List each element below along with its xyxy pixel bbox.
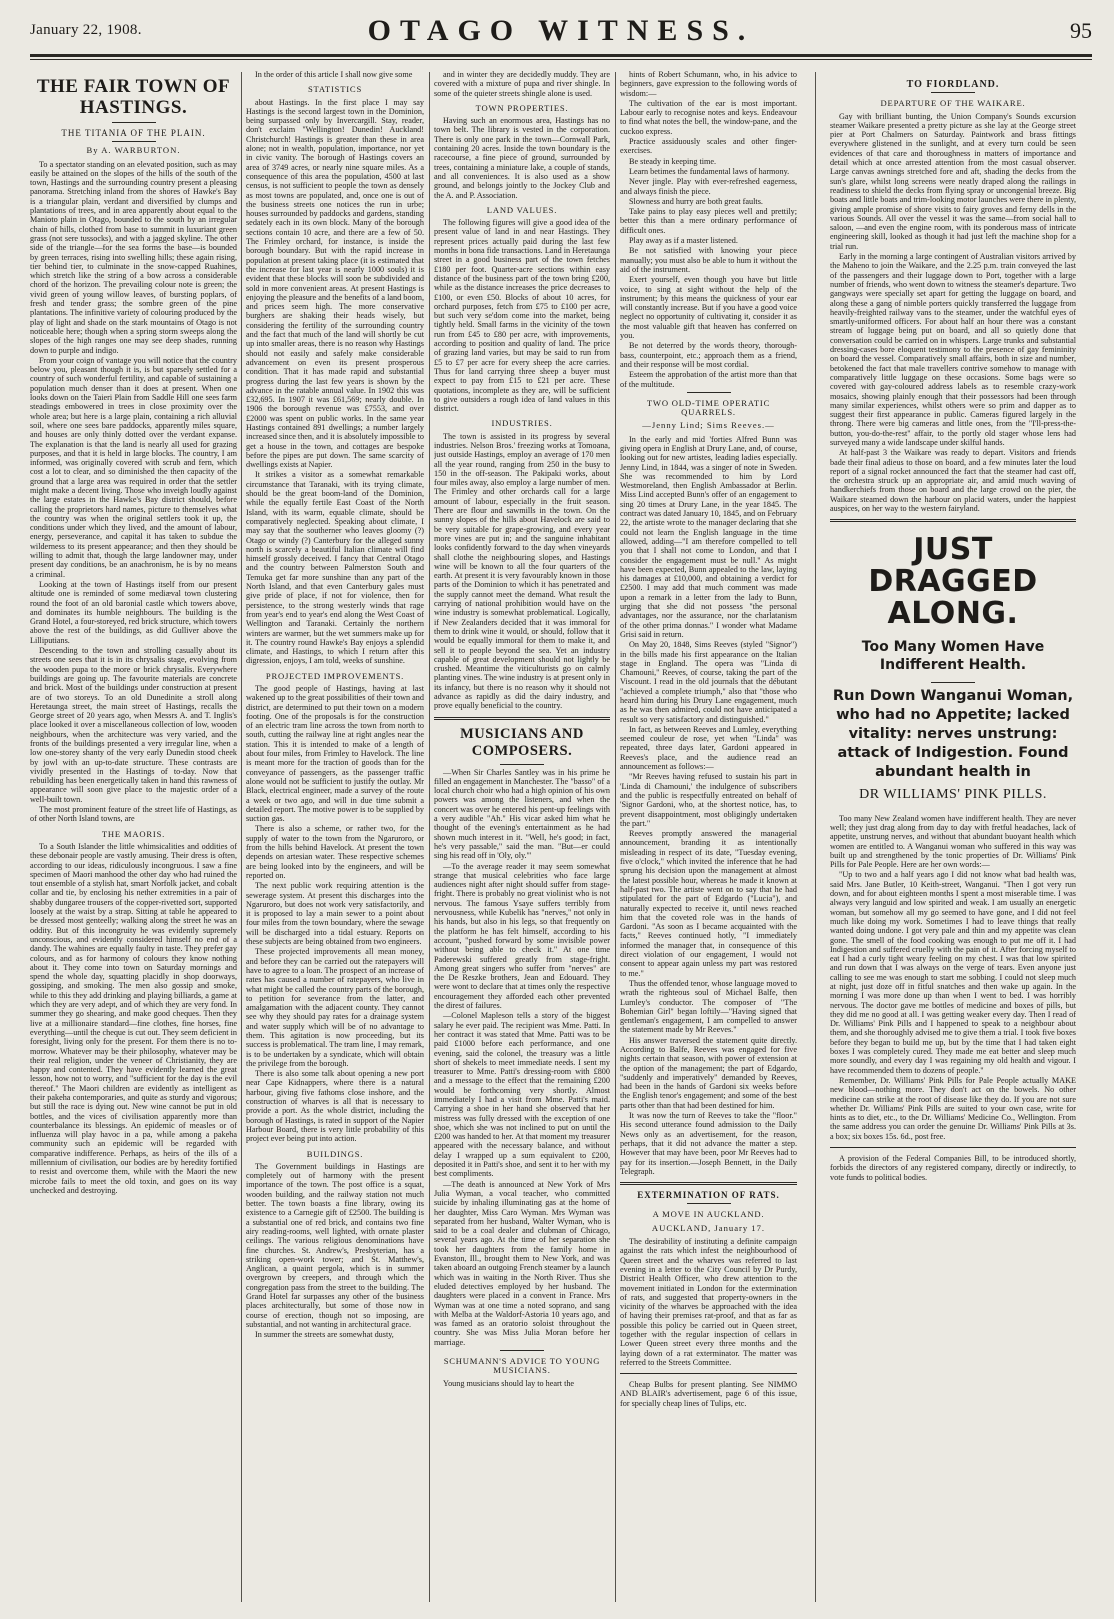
rule — [830, 1147, 1076, 1148]
paragraph: The following figures will give a good idea of the present value of land in and near Hastings. They represent prices actually paid during the last few months in bona fide transactions. Land in Heretaunga street in a good business part of the town fetches £180 per foot. Quarter-acre sections within easy distance of the business part of the town bring £200, while as the distance increases the price decreases to £100, or even £50. Blocks of about 10 acres, for orchard purposes, fetch from £75 to £100 per acre, but such very se'dom come into the market, being tightly held. Small farms in the vicinity of the town run from £45 to £80 per acre, with improvements, according to position and quality of land. The price of grazing land varies, but may be said to run from £5 to £7 per acre for every sheep the acre carries. Thus for land carrying three sheep a buyer must expect to pay from £15 to £21 per acre. These quotations, incomplete as they are, will be sufficient to give outsiders a rough idea of land values in this district. — [434, 218, 610, 414]
section-subheading: DEPARTURE OF THE WAIKARE. — [880, 98, 1026, 109]
paragraph: Looking at the town of Hastings itself from our present altitude one is reminded of some mediæval town clustering round the foot of an old baronial castle which towers above, and dominates its humble neighbours. The building is the Grand Hotel, a four-storeyed, red brick structure, which towers above the rest of the buildings, as did Gulliver above the Lilliputians. — [30, 579, 237, 645]
paragraph: "Up to two and a half years ago I did not know what bad health was, said Mrs. Jane Butler, 10 Keith-street, Wanganui. "Then I got very run down, and for about eighteen months I spent a most miserable time. I was always very languid and low spirited and weak. I am usually an energetic woman, but somehow all my go seemed to have gone, and I did not feel much like doing my work. Sometimes I had to leave things that really wanted doing undone. I got very pale and thin and my appetite was clean gone. The smell of the food cooking was enough to put me off it. I had Indigestion and suffered cruelly with the pain of it. After forcing myself to eat I had a curly tight weary feeling on my chest. I was that low spirited and run down that I was always on the verge of tears. Even anyone just calling to see me was enough to start me sobbing. I could not sleep much at night, just doze off in fitful snatches and then wake up again. In the morning I was more done up than when I went to bed. I was horribly nervous. The doctor gave me bottles of medicine and boxes of pills, but they did me no good at all. I was getting weaker every day. Then I read of Dr. Williams' Pink Pills and I happened to speak to a neighbour about them, and she thoroughly advised me to give them a trial. I took five boxes before they began to build me up, but by the time that I had taken eight boxes I was completely cured. They made me eat better and sleep much more soundly, and every day I was regaining my old health and vigour. I have recommended them to dozens of people." — [830, 870, 1076, 1075]
rule — [112, 141, 156, 142]
section-heading: TOWN PROPERTIES. — [475, 102, 569, 113]
paragraph: On May 20, 1848, Sims Reeves (styled "Signor") in the bills made his first appearance on the Italian stage in England. The opera was "Linda di Chamouni," Reeves, of course, taking the part of the Viscount. I read in the old journals that the débutant "achieved a complete triumph," also that "those who heard him during his Drury Lane engagement, much as he was then admired, could not have anticipated a result so very satisfactory and distinguished." — [620, 640, 797, 724]
article-separator — [830, 519, 1076, 522]
column-divider — [241, 72, 242, 1602]
advertisement-deck: Run Down Wanganui Woman, who had no Appetite; lacked vitality: nerves unstrung: attack of Indigestion. Found abundant health in — [832, 688, 1074, 781]
article-subheadline: THE TITANIA OF THE PLAIN. — [61, 128, 206, 138]
paragraph: —Colonel Mapleson tells a story of the biggest salary he ever paid. The recipient was Mme. Patti. In her contract it was stated that Mme. Patti was to be paid £1000 before each performance, and one evening, said the colonel, the treasury was a little short of shekels to meet immediate needs. I sent my treasurer to Mme. Patti's dressing-room with £800 and a message to the effect that the remaining £200 would be forthcoming very shortly. Almost immediately I had a visit from Mme. Patti's maid. Carrying a shoe in her hand she observed that her mistress was fully dressed with the exception of one shoe, which she was not inclined to put on until the £200 was handed to her. At that moment my treasurer appeared with the necessary balance, and without delay I wrapped up a sum equivalent to £200, deposited it in Patti's shoe, and sent it to her with my best compliments. — [434, 1011, 610, 1179]
column-1 — [30, 70, 237, 1605]
paragraph: Thus the offended tenor, whose language moved to wrath the righteous soul of Michael Balfe, then Lumley's conductor. The composer of "The Bohemian Girl" began loftily—"Having signed that gentleman's engagement, I am compelled to answer the statement made by Mr Reeves." — [620, 978, 797, 1035]
column-5 — [830, 70, 1076, 1605]
paragraph: and in winter they are decidedly muddy. They are covered with a mixture of pupa and river shingle. In some of the quieter streets shingle alone is used. — [434, 70, 610, 98]
column-2 — [246, 70, 424, 1605]
paragraph: In summer the streets are somewhat dusty, — [255, 1330, 394, 1340]
paragraph: There is also some talk about opening a new port near Cape Kidnappers, where there is a natural harbour, giving five fathoms close inshore, and the construction of wharves is all that is necessary to provide a port. As the whole district, including the borough of Hastings, is rated in support of the Napier Harbour Board, there is very little probability of this project ever being put into action. — [246, 1069, 424, 1144]
masthead — [30, 8, 1092, 70]
headline-line-1: THE FAIR TOWN OF — [36, 76, 231, 97]
article-separator — [620, 1182, 797, 1185]
paragraph: Never jingle. Play with ever-refreshed eagerness, and always finish the piece. — [620, 177, 797, 196]
paragraph: In the early and mid 'forties Alfred Bunn was giving opera in English at Drury Lane, and, of course, looking out for new artistes, leading ladies especially. Jenny Lind, in 1844, was a singer of note in Sweden. She was recommended to him by Lord Westmoreland, then English Ambassador at Berlin. Miss Lind accepted Bunn's offer of an engagement to sing 20 times at Drury Lane, in the year 1845. The contract was dated January 10, 1845, and on February 22, the artiste wrote to the manager declaring that she could not learn the English language in the time allowed, adding—"I am therefore compelled to tell you that I shall not come to London, and that I consider the engagement must be null." As might have been expected, Bunn appealed to the law, laying his damages at £10,000, and obtaining a verdict for £2500. I may add that much comment was made upon a remark in a letter from the lady to Bunn, urging that she did not possess "the personal advantages, nor the assurance, nor the charlatanism of the other prima donnas." I wonder what Madame Grisi said in return. — [620, 434, 797, 639]
paragraph: Too many New Zealand women have indifferent health. They are never well; they just drag along from day to day with fretful headaches, lack of appetite, unstrung nerves, and without that abundant buoyant health which women are entitled to. A Wanganui woman who suffered in this way was built up and strengthened by the tonic properties of Dr. Williams' Pink Pills for Pale People. Here are her own words:— — [830, 813, 1076, 870]
section-heading: INDUSTRIES. — [491, 418, 553, 429]
column-divider — [815, 72, 816, 1602]
paragraph: —The death is announced at New York of Mrs Julia Wyman, a vocal teacher, who committed suicide by inhaling illuminating gas at the home of her daughter, Miss Caro Wyman. Mrs Wyman was separated from her husband, Walter Wyman, who is said to be a coal dealer and clubman of Chicago, several years ago. At the time of her separation she took her daughters from the family home in Evanston, Ill., brought them to New York, and was taken aboard an outgoing French steamer by a launch which was in waiting in the North River. Thus she eluded detectives employed by her husband. The daughters were placed in a convent in France. Mrs Wyman was at one time a noted soprano, and sang with Melba at the Waldorf-Astoria 10 years ago, and was famed as an oratorio soloist throughout the country. She was Miss Julia Moran before her marriage. — [434, 1179, 610, 1347]
paragraph: The next public work requiring attention is the sewerage system. At present this discharges into the Ngaruroro, but does not work very satisfactorily, and it is proposed to lay a main sewer to a point about four miles from the town boundary, where the sewage will be discharged into a tidal estuary. Reports on these subjects are being obtained from two engineers. — [246, 881, 424, 947]
section-heading: PROJECTED IMPROVEMENTS. — [265, 670, 405, 681]
paragraph: Descending to the town and strolling casually about its streets one sees that it is in its chrysalis stage, evolving from the wooden pupa to the more or brick chrysalis. Everywhere buildings are going up. The favourite materials are concrete and brick. Most of the buildings under construction at present are of two storeys. To an old Dunedinite a stroll along Heretaunga street, the main street of Hastings, recalls the George street of 20 years ago, when Messrs A. and T. Inglis's place looked it over a miscellaneous collection of low, wooden neighbours, when the architecture was very varied, and the fronts of the buildings presented a very irregular line, when a low one-storey shanty of the very early Dunedin stood cheek by jowl with an up-to-date structure. These contrasts are vividly presented in the Hastings of to-day. Now that rebuilding has been energetically taken in hand this rawness of appearance will soon give place to the majestic order of a well-built town. — [30, 646, 237, 804]
column-4 — [620, 70, 797, 1605]
advertisement-headline: JUST DRAGGED ALONG. — [868, 532, 1038, 632]
paragraph: Esteem the approbation of the artist more than that of the multitude. — [620, 370, 797, 389]
masthead-rule — [30, 54, 1092, 60]
rule — [931, 682, 975, 683]
rule — [687, 1203, 731, 1204]
section-subheading: A MOVE IN AUCKLAND. — [652, 1209, 765, 1220]
section-heading: THE MAORIS. — [101, 828, 166, 839]
headline-line-2: HASTINGS. — [79, 97, 188, 118]
rule — [500, 1350, 544, 1351]
dateline: AUCKLAND, January 17. — [651, 1222, 766, 1233]
paragraph: Exert yourself, even though you have but little voice, to sing at sight without the help of the instrument; by this means the quickness of your ear will constantly increase. But if you have a good voice neglect no opportunity of cultivating it, consider it as the most valuable gift that heaven has conferred on you. — [620, 275, 797, 341]
paragraph: The town is assisted in its progress by several industries. Nelson Bros.' freezing works at Tomoana, just outside Hastings, employ an average of 170 men all the year round, ranging from 250 in the busy to 150 in the off-season. The Pakipaki works, about four miles away, also employ a large number of men. The Frimley and other orchards call for a large amount of labour, especially in the fruit season. There are flour and sawmills in the town. On the sunny slopes of the hills about Havelock are said to be very suitable for grape-growing, and every year more vines are put in; and the sanguine inhabitant looks confidently forward to the day when vineyards shall clothe the neighbouring slopes, and Hastings wine will be known to all the four quarters of the earth. At present it is very favourably known in those parts of the Dominion to which it has penetrated and the supply cannot meet the demand. What result the carrying of national prohibition would have on the wine industry is somewhat problematical. Logically, if New Zealanders decided that it was immoral for them to drink wine it would, or should, follow that it would be equally immoral for them to make it, and sell it to people beyond the sea. Yet an industry capable of great development should not lightly be crushed. Meantime the viticulturists go on calmly planting vines. The wine industry is at present only in its infancy, but there is no reason why it should not advance as rapidly as did the dairy industry, and prove equally beneficial to the country. — [434, 431, 610, 711]
byline: By A. WARBURTON. — [86, 145, 181, 156]
rule — [112, 122, 156, 123]
paragraph: His answer traversed the statement quite directly. According to Balfe, Reeves was engaged for five nights certain that season, with power of extension at the option of the management; the part of Edgardo, "suddenly and imperatively" demanded by Reeves, had been in the hands of Gardoni six weeks before the English tenor's engagement; and some of the best parts other than that had been destined for him. — [620, 1035, 797, 1110]
paragraph: Early in the morning a large contingent of Australian visitors arrived by the Maheno to join the Waikare, and the 2.25 p.m. train conveyed the last of the passengers and their luggage down to Port, together with a large number of friends, who went down to witness the steamer's departure. Two gangways were specially set apart for getting the luggage on board, and along these a gang of nimble porters quickly transferred the luggage from heavily-freighted railway vans to the steamer, under the watchful eyes of smartly-uniformed officers. For about half an hour there was a constant stream of luggage being put on board, and all so quietly done that conversation could be carried on in whispers. Large trunks and substantial dressing-cases bore eloquent testimony to the presence of gay femininity on board the vessel. Comparatively small affairs, both in size and number, betokened the fact that male travellers contrive somehow to manage with comparatively little luggage on these occasions. Some bags were so covered with gay-coloured address labels as to resemble crazy-work mosaics, showing plainly enough that their possessors had been through many similar experiences, whilst others were so prim and dapper as to suggest their first appearance in public. Cameras figured largely in the throng. There were big cameras and little ones, from the "I'll-press-the-button, you-do-the-rest" affair, to the portly old stager whose lens had surveyed many a wide landscape under skilful hands. — [830, 252, 1076, 447]
paragraph: "Mr Reeves having refused to sustain his part in 'Linda di Chamouni,' the indulgence of subscribers and the public is respectfully entreated on behalf of 'Signor Gardoni, who, at the shortest notice, has, to prevent disappointment, most obligingly undertaken the part." — [620, 772, 797, 828]
page-number: 95 — [1070, 18, 1092, 43]
paragraph: In the order of this article I shall now give some — [255, 70, 413, 79]
paragraph: Practice assiduously scales and other finger-exercises. — [620, 137, 797, 156]
paragraph: The good people of Hastings, having at last wakened up to the great possibilities of their town and district, are determined to put their town on a modern footing. One of the proposals is for the construction of an electric tram line across the town from north to south, cutting the railway line at right angles near the station. This it is intended to make of a length of about four miles, from Frimley to Havelock. The line is meant more for the traction of goods than for the conveyance of passengers, as the passenger traffic alone would not be sufficient to justify the outlay. Mr Black, electrical engineer, made a survey of the route a week or two ago, and will in due time submit a detailed report. The motive power is to be supplied by suction gas. — [246, 684, 424, 824]
paragraph: hints of Robert Schumann, who, in his advice to beginners, gave expression to the following words of wisdom:— — [620, 70, 797, 98]
paragraph: —When Sir Charles Santley was in his prime he filled an engagement in Manchester. The "basso" of a local church choir who had a high opinion of his own powers was among the listeners, and when the concert was over he entered his pent-up feelings with a very audible "Ah." His vicar asked him what he thought of the evening's entertainment as he had shown much interest in it. "Well, he's good; in fact, he's very passable," said the man. "But—er could sing his read off in 'Oly, oly.'" — [434, 767, 610, 861]
section-heading: BUILDINGS. — [306, 1148, 364, 1159]
paragraph: Play away as if a master listened. — [629, 236, 738, 246]
paragraph: Gay with brilliant bunting, the Union Company's Sounds excursion steamer Waikare presented a pretty picture as she lay at the George street pier at Port Chalmers on Saturday. Paintwork and brass fittings everywhere glistened in the sunlight, and at every turn could be seen evidences of that care and thoroughness in matters of importance and detail which at once arrested attention from the most casual observer. Large canvas awnings stretched fore and aft, shading the decks from the sun's glare, whilst long screens were neatly draped along the railings in readiness to shield the decks from flying spray or uncongenial breeze. Big boats and little boats and trim-looking motor launches were there in plenty, giving ample promise of shore visits to fairy groves and ferny dells in the various Sounds. All over the vessel it was the same—from social hall to saloon, —and even the engine room, with its ponderous mass of intricate engineering skill, looked as though it had just left the machine shop for a trial run. — [830, 111, 1076, 251]
paragraph: Be steady in keeping time. — [629, 156, 717, 166]
section-heading: TWO OLD-TIME OPERATIC QUARRELS. — [646, 397, 771, 418]
paragraph: There is also a scheme, or rather two, for the supply of water to the town from the Ngaruroro, or from the hills behind Havelock. At present the town depends on artesian water. These respective schemes are being looked into by the engineers, and will be reported on. — [246, 824, 424, 880]
paragraph: Reeves promptly answered the managerial announcement, branding it as intentionally misleading in respect of its date, "Tuesday evening, five o'clock," which invited the inference that he had sprung his decision upon the management at almost the latest possible hour, whereas he made it known at half-past two. The artiste went on to say that he had stipulated for the part of Edgardo ("Lucia"), and naturally expected to receive it, until news reached him that the coveted role was in the hands of Gardoni. "As soon as I became acquainted with the facts," Reeves continued hotly, "I immediately informed the manager that, in consequence of this direct violation of our engagement, I would not consent to appear again unless my part was restored to me." — [620, 829, 797, 978]
section-subheading: —Jenny Lind; Sims Reeves.— — [642, 420, 775, 431]
paragraph: —To the average reader it may seem somewhat strange that musical celebrities who face large audiences night after night should suffer from stage-fright. There is probably no great violinist who is not nervous. The famous Ysaye suffers terribly from nervousness, while Kubelik has "nerves," not only in his hands, but also in his legs, so that frequently on the platform he has felt himself, according to his account, "pushed forward by some invisible power without being able to check it." At one time Paderewski suffered greatly from stage-fright. Among great singers who suffer from "nerves" are the De Reszke brothers, Jean and Edouard. They were wont to declare that at times only the respective encouragement they afforded each other prevented the direst of failures. — [434, 861, 610, 1011]
issue-date: January 22, 1908. — [30, 22, 142, 38]
paragraph: The desirability of instituting a definite campaign against the rats which infest the neighbourhood of Queen street and the wharves was referred to last evening in a letter to the City Council by Dr Purdy, District Health Officer, who drew attention to the movement initiated in London for the extermination of rats, and suggested that property-owners in the vicinity of the wharves be approached with the idea of having their premises rat-proof, and that as far as possible this policy be carried out in Queen street, together with the regular inspection of cellars in Lower Queen street every three months and the laying down of a rat exterminator. The matter was referred to the Streets Committee. — [620, 1237, 797, 1367]
paragraph: Learn betimes the fundamental laws of harmony. — [629, 166, 790, 176]
advertisement-subheadline: Too Many Women Have Indifferent Health. — [861, 639, 1045, 674]
paragraph: Cheap Bulbs for present planting. See NIMMO AND BLAIR's advertisement, page 6 of this issue, for specially cheap lines of Tulips, etc. — [620, 1380, 797, 1408]
paragraph: From your coign of vantage you will notice that the country below you, pleasant though it is, is but sparsely settled for a country of such wonderful fertility, and capable of sustaining a population much denser than it does at present. When one looks down on the Taieri Plain from Saddle Hill one sees farm steadings embowered in trees in close proximity over the whole area; but here is a large plain, containing a rich alluvial soil, where one sees bare paddocks, apparently miles square, and houses are only thinly dotted over the verdant expanse. The explanation is that the land is nearly all used for grazing purposes, and that it is held in large blocks. The country, I am informed, was originally covered with scrub and fern, which cost a lot to clear, and so diminished the then capacity of the ground that a large area was required in order that the settler might make a decent living. Those who inveigh loudly against the large estates in the Hawke's Bay district should, before calling the proprietors hard names, picture to themselves what the country was when the original settlers took it up, the conditions under which they lived, and the amount of labour, energy, perseverance, and capital it has taken to subdue the wilderness to its present appearance; and then they should be willing to admit that, though the large landowner may, under present day conditions, be an anachronism, he is by no means a criminal. — [30, 355, 237, 579]
paragraph: The most prominent feature of the street life of Hastings, as of other North Island towns, are — [30, 805, 237, 824]
article-headline: MUSICIANS AND COMPOSERS. — [460, 725, 584, 759]
article-headline: EXTERMINATION OF RATS. — [637, 1190, 780, 1201]
paragraph: These projected improvements all mean money, and before they can be carried out the ratepayers will have to agree to a loan. The prospect of an increase of rates has caused a number of ratepayers, who live in what might be called the country parts of the borough, to petition for severance from the latter, and amalgamation with the adjacent county. They cannot see why they should pay rates for a drainage system and water supply which will be of no advantage to them. This agitation is now proceeding, but its success is problematical. The tram line, I may remark, is to be undertaken by a syndicate, which will obtain the privilege from the borough. — [246, 947, 424, 1068]
paragraph: about Hastings. In the first place I may say Hastings is the second largest town in the Dominion, being surpassed only by Invercargill. Stay, reader, don't exclaim "Wellington! Dunedin! Auckland! Christchurch! Hastings is greater than these in area alone; not in wealth, population, importance, nor yet in civic vanity. The borough of Hastings covers an area of 3749 acres, or nearly nine square miles. As a consequence of this area the population, 4500 at last census, is not sufficient to people the town as densely as most towns are populated, and, once one is out of the business streets one notices the run in urbe; houses surrounded by paddocks and gardens, standing sedately each in its own block. Many of the borough sections contain 10 acre, and there are a few of 50. The Frimley orchard, for instance, is inside the borough boundary. But with the rapid increase in population at present taking place (it is estimated that the increase for last year is nearly 1000 souls) it is evident that these blocks will soon be subdivided and sold in more convenient areas. At present Hastings is enjoying the pleasure and the benefits of a land boom, and prices seem high. The more conservative burghers are shaking their heads wisely, but considering the fertility of the surrounding country and the fact that much of the land will shortly be cut up into smaller areas, there is no reason why Hastings should not easily and safely make considerable advancement on even its present prosperous condition. That it has made rapid and substantial progress during the last few years is shown by the advance in the ratable annual value. In 1902 this was £32,695. In 1907 it was £61,569; nearly double. In 1906 the borough revenue was £7553, and over £2000 was spent on public works. In the same year Hastings contained 891 dwellings; a number largely increased since then, and it is absolutely impossible to get a house in the town, and cottages are bespoke before the pipes are put down. The same scarcity of dwellings exists at Napier. — [246, 97, 424, 470]
column-3 — [434, 70, 610, 1605]
paragraph: Take pains to play easy pieces well and prettily; better this than a mere ordinary performance of difficult ones. — [620, 207, 797, 235]
article-headline — [30, 76, 237, 118]
newspaper-title: OTAGO WITNESS. — [367, 14, 755, 47]
paragraph: To a South Islander the little whimsicalities and oddities of these debonair people are vastly amusing. Their dress is often, according to our ideas, ridiculously incongruous. I saw a fine specimen of Maori manhood the other day who had ruined the tout ensemble of a stylish hat, smart Norfolk jacket, and cobalt collar and tie, by enclosing his nether extremities in a pair of shabby dungaree trousers of the copper-rivetted sort, supported loosely at the waist by a strap. Sitting at table he appeared to be dressed most genteelly; walking along the street he was an oddity. But of this incongruity he was evidently supremely unconscious, and evidently considered himself no end of a dandy. The wahines are equally faulty in taste. They prefer gay colours, and as for harmony of colours they know nothing about it. They come into town on Saturday mornings and spend the whole day, squatting placidly in shop doorways, gossiping, and smoking. The men also gossip and smoke, while to this they add drinking and playing billiards, a game at which they are very adept, and of which they are very fond. In summer they go shearing, and make good cheques. Then they live at a millionaire standard—fine clothes, fine horses, fine everything—until the cheque is cut out. They seem deficient in foresight, living only for the present. For them there is no to-morrow. Whatever may be their philosophy, whatever may be their real religion, under the veneer of Christianity, they are happy and contented. They have evidently learned the great lesson, how not to worry, and "sufficient for the day is the evil thereof." The Maori children are evidently as intelligent as their pakeha contemporaries, and quite as sturdy and vigorous; but still the race is dying out. New wine cannot be put in old bottles, and the vices of civilisation apparently more than counterbalance its blessings. An epidemic of measles or of influenza will play havoc in a pa, while among a pakeha community such an epidemic will be regarded with comparative indifference. Perhaps, as heirs of the ills of a millennium of civilisation, our bodies are by heredity fortified to resist and overcome them, while with the Maori the new microbe fails to meet the old toxin, and goes on its way unchecked and destroying. — [30, 841, 237, 1195]
paragraph: Be not deterred by the words theory, thorough-bass, counterpoint, etc.; approach them as a friend, and their response will be most cordial. — [620, 341, 797, 369]
paragraph: The cultivation of the ear is most important. Labour early to recognise notes and keys. Endeavour to find what notes the bell, the window-pane, and the cuckoo express. — [620, 98, 797, 136]
section-heading: STATISTICS — [307, 84, 363, 95]
paragraph: A provision of the Federal Companies Bill, to be introduced shortly, forbids the directors of any registered company, directly or indirectly, to vote funds to political bodies. — [830, 1154, 1076, 1182]
advertisement-product: DR WILLIAMS' PINK PILLS. — [859, 787, 1047, 803]
paragraph: At half-past 3 the Waikare was ready to depart. Visitors and friends bade their final adieus to those on board, and a few minutes later the loud report of a signal rocket announced the fact that the steamer had cast off, the orchestra struck up an appropriate air, and amid much waving of handkerchiefs from those on board and the large crowd on the pier, the Waikare steamed down the harbour on placid waters, under the happiest auspices, on her way to the western fairyland. — [830, 448, 1076, 514]
article-headline: TO FIORDLAND. — [906, 79, 1000, 90]
paragraph: To a spectator standing on an elevated position, such as may easily be attained on the slopes of the hills of the south of the town, Hastings and the surrounding country present a pleasing panorama. Stretching inland from the shores of Hawke's Bay is a triangular plain, verdant and diversified by clumps and plantations of trees, and in area apparently about equal to the Manioto plain in Otago, bounded to the south by an irregular chain of hills, clothed from base to summit in luxuriant green grass (not sere tussocks), and with a jagged skyline. The other side of the triangle—for the sea forms the base—is bounded by green terraces, rising into swelling hills; these again rising, tier behind tier, to culminate in the snow-capped Ruahines, which stretch like the string of a bow across a considerable chord of the horizon. The prevailing colour note is green; the vivid green of young willow leaves, of bursting poplars, of fresh and tender grass; the sombre green of the pine plantations. The infinitive variety of colouring produced by the play of light and shade on the stark mountains of Otago is not noticeable here; though when a spring storm sweeps along the slopes of the high ranges one may see deep shades, running down to purple and indigo. — [30, 159, 237, 355]
rule — [687, 392, 731, 393]
section-heading: SCHUMANN'S ADVICE TO YOUNG MUSICIANS. — [443, 1356, 601, 1376]
paragraph: It was now the turn of Reeves to take the "floor." His second utterance found admission to the Daily News only as an advertisement, for the reason, perhaps, that it did not advance the matter a step. However that may have been, poor Mr Reeves had to pay for its insertion.—Joseph Bennett, in the Daily Telegraph. — [620, 1111, 797, 1176]
rule — [931, 92, 975, 93]
article-separator — [434, 717, 610, 720]
rule — [620, 1373, 797, 1374]
section-heading: LAND VALUES. — [486, 204, 558, 215]
paragraph: Having such an enormous area, Hastings has no town belt. The library is vested in the corporation. There is only one park in the town—Cornwall Park, containing 20 acres. Inside the town boundary is the racecourse, a fine piece of ground, surrounded by trees, containing a miniature lake, a couple of stands, and all conveniences. It is also used as a show ground, and belongs jointly to the Jockey Club and the A. and P. Association. — [434, 116, 610, 200]
rule — [500, 764, 544, 765]
column-divider — [615, 72, 616, 1602]
paragraph: Slowness and hurry are both great faults. — [629, 196, 763, 206]
paragraph: Be not satisfied with knowing your piece manually; you must also be able to hum it without the aid of the instrument. — [620, 246, 797, 274]
paragraph: It strikes a visitor as a somewhat remarkable circumstance that Taranaki, with its trying climate, should be the great boom-land of the Dominion, while the equally fertile East Coast of the North Island, with its warm, equable climate, should be comparatively neglected. Speaking about climate, I may say that the southerner who leaves gloomy (?) Otago or windy (?) Canterbury for the alleged sunny north is scarcely a beautiful Italian climate will find himself grossly deceived. I fancy that Central Otago and the country between Palmerston South and Temuka get far more sunshine than any part of the North Island, and that even Canterbury gales must give pride of place, if not for violence, then for persistence, to the strong westerly winds that rage from year's end to year's end along the West Coast of Wellington and Taranaki. Certainly the northern winters are warmer, but the wet summers make up for it. The country round Hawke's Bay enjoys a splendid climate, and Hastings, to which I return after this digression, enjoys, I am told, weeks of sunshine. — [246, 470, 424, 666]
paragraph: The Government buildings in Hastings are completely out of harmony with the present importance of the town. The post office is a squat, wooden building, and the railway station not much better. The town boasts a fine library, owing its existence to a Carnegie gift of £2500. The building is a substantial one of red brick, and contains two fine airy reading-rooms, well lighted, with ornate plaster ceilings. The various religious denominations have fine churches. St. Andrew's, Presbyterian, has a striking open-work tower; and St. Matthew's, Anglican, a quaint pergola, which is in summer overgrown by creepers, and through which the congregation pass from the street to the building. The Grand Hotel far surpasses any other of the business places architecturally, but some of those now in course of erection, though not so imposing, are substantial, and not wanting in architectural grace. — [246, 1161, 424, 1329]
paragraph: Young musicians should lay to heart the — [443, 1378, 575, 1388]
paragraph: In fact, as between Reeves and Lumley, everything seemed couleur de rose, yet when "Linda" was repeated, three days later, Gardoni appeared in Reeves's place, and the audience read an announcement as follows:— — [620, 724, 797, 772]
column-divider — [429, 72, 430, 1602]
paragraph: Remember, Dr. Williams' Pink Pills for Pale People actually MAKE new blood—nothing more. They don't act on the bowels. No other medicine can strike at the root of disease like they do. If you are not sure whether Dr. Williams' Pink Pills are suited to your own case, write for hints as to diet, etc., to the Dr. Williams' Medicine Co., Wellington. From the same address you can order the genuine Dr. Williams' Pink Pills at 3s. a box; six boxes 15s. 6d., post free. — [830, 1075, 1076, 1141]
